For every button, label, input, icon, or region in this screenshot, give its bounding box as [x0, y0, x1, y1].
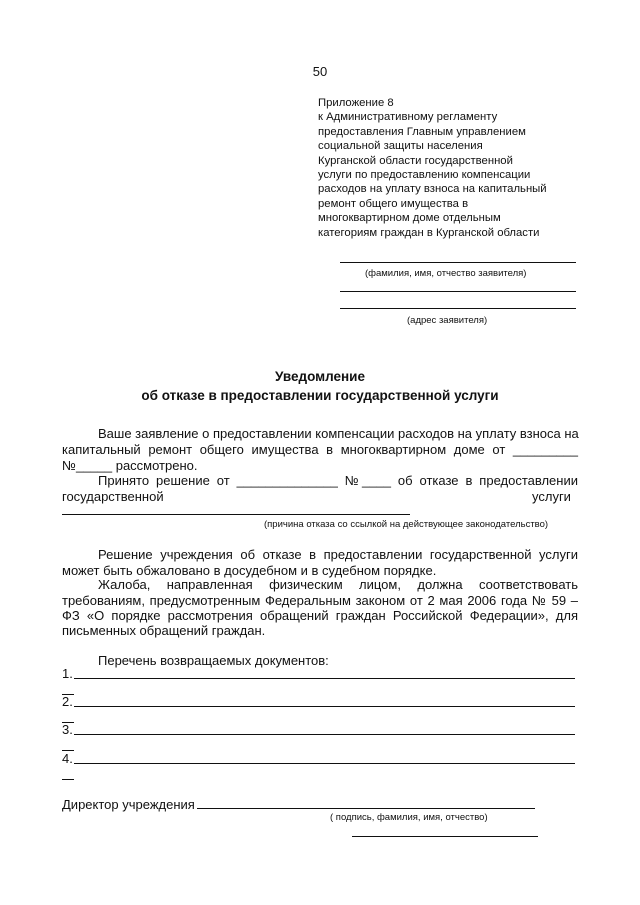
document-item-number: 3. [62, 722, 73, 737]
p2-line-1: Принято решение от ______________ №____ об отказе в предоставлении [98, 473, 578, 488]
notice-title-line-2: об отказе в предоставлении государственной услуги [141, 388, 499, 403]
appendix-line: категориям граждан в Курганской области [318, 226, 540, 239]
appendix-block [318, 96, 578, 240]
document-item-line-3[interactable] [74, 734, 575, 735]
appendix-line: Курганской области государственной [318, 154, 513, 167]
notice-title-line-1: Уведомление [274, 369, 365, 384]
document-item-line-4[interactable] [74, 763, 575, 764]
appendix-line: услуги по предоставлению компенсации [318, 169, 531, 182]
p1-line-1: Ваше заявление о предоставлении компенсации расходов на уплату взноса на [98, 426, 579, 441]
documents-heading: Перечень возвращаемых документов: [98, 653, 329, 668]
applicant-address-line-2[interactable] [340, 308, 576, 309]
p2-line-2-left: государственной [62, 489, 164, 504]
p3-line-2: может быть обжаловано в досудебном и в судебном порядке. [62, 563, 437, 578]
signature-underline [352, 836, 538, 837]
applicant-address-caption: (адрес заявителя) [407, 315, 488, 326]
p1-line-3: №_____ рассмотрено. [62, 458, 198, 473]
appendix-line: ремонт общего имущества в [318, 197, 469, 210]
p4-line-3: ФЗ «О порядке рассмотрения обращений граждан Российской Федерации», для [62, 608, 578, 623]
applicant-address-line-1[interactable] [340, 291, 576, 292]
appendix-line: предоставления Главным управлением [318, 125, 526, 138]
p2-line-2-right: услуги [532, 489, 571, 504]
page-number: 50 [312, 64, 328, 79]
appendix-line: многоквартирном доме отдельным [318, 212, 501, 225]
appendix-line: Приложение 8 [318, 97, 394, 109]
appendix-line: социальной защиты населения [318, 140, 483, 153]
appendix-line: к Административному регламенту [318, 111, 498, 124]
reason-caption: (причина отказа со ссылкой на действующее законодательство) [264, 519, 549, 530]
document-item-dash [62, 779, 74, 780]
appendix-line: расходов на уплату взноса на капитальный [318, 183, 547, 196]
document-item-number: 2. [62, 694, 73, 709]
document-item-line-1[interactable] [74, 678, 575, 679]
document-item-number: 4. [62, 751, 73, 766]
p4-line-1: Жалоба, направленная физическим лицом, должна соответствовать [98, 577, 578, 592]
document-item-number: 1. [62, 666, 73, 681]
p3-line-1: Решение учреждения об отказе в предоставлении государственной услуги [98, 547, 578, 562]
p4-line-2: требованиям, предусмотренным Федеральным законом от 2 мая 2006 года № 59 – [62, 593, 578, 608]
reason-line[interactable] [62, 514, 410, 515]
p1-line-2: капитальный ремонт общего имущества в многоквартирном доме от _________ [62, 442, 578, 457]
signature-caption: ( подпись, фамилия, имя, отчество) [330, 812, 488, 823]
applicant-name-line[interactable] [340, 262, 576, 263]
director-signature-line[interactable] [197, 808, 535, 809]
p4-line-4: письменных обращений граждан. [62, 623, 266, 638]
director-label: Директор учреждения [62, 797, 195, 812]
notice-title [0, 367, 640, 405]
applicant-name-caption: (фамилия, имя, отчество заявителя) [365, 268, 527, 279]
document-item-line-2[interactable] [74, 706, 575, 707]
